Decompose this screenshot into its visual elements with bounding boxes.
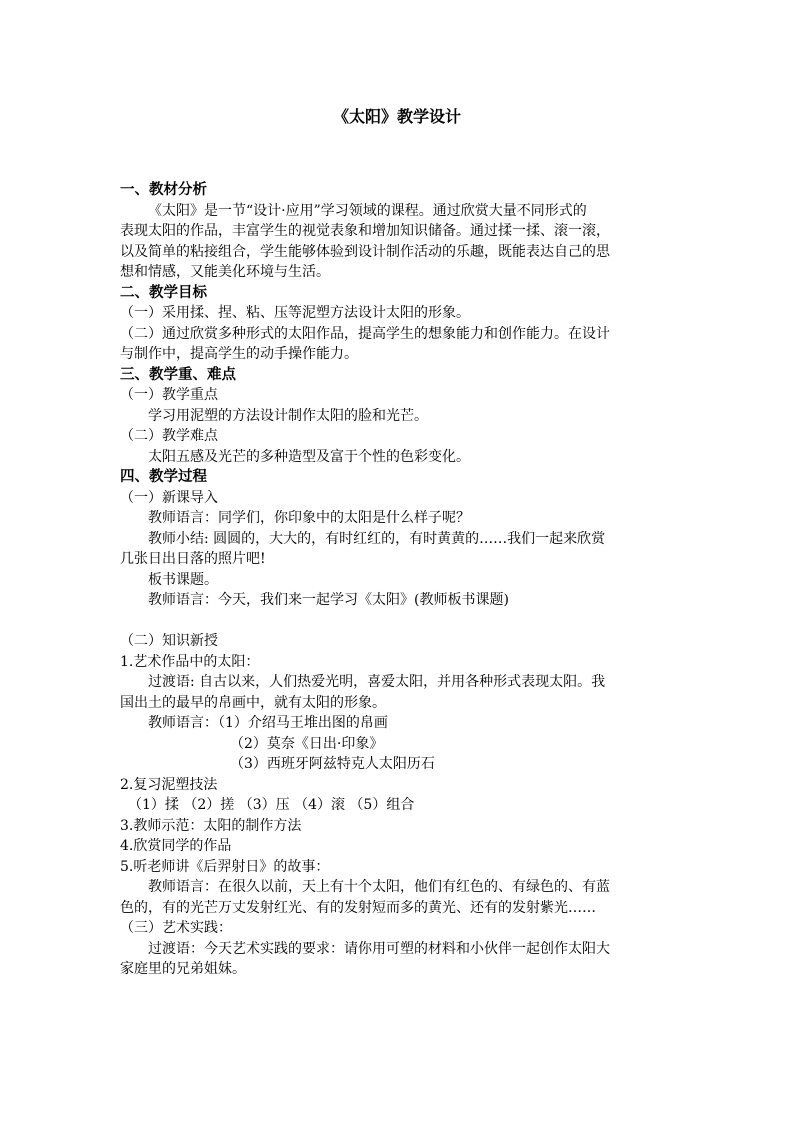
- list-item: 2.复习泥塑技法: [120, 776, 218, 793]
- list-item: 5.听老师讲《后羿射日》的故事：: [120, 858, 330, 875]
- paragraph-line: 想和情感，又能美化环境与生活。: [120, 264, 330, 280]
- paragraph-line: 几张日出日落的照片吧!: [120, 551, 266, 567]
- section-heading-4: 四、教学过程: [120, 468, 207, 485]
- paragraph-line: 《太阳》是一节“设计·应用”学习领域的课程。通过欣赏大量不同形式的: [148, 202, 587, 219]
- list-item: 1.艺术作品中的太阳：: [120, 653, 260, 670]
- blank-line: [120, 611, 678, 632]
- paragraph-line: （一）采用揉、捏、粘、压等泥塑方法设计太阳的形象。: [120, 305, 470, 321]
- subheading: （二）知识新授: [120, 633, 218, 649]
- paragraph-line: 国出土的最早的帛画中，就有太阳的形象。: [120, 694, 386, 711]
- subheading: （二）教学难点: [120, 428, 218, 444]
- technique-list: （1）揉 （2）搓 （3）压 （4）滚 （5）组合: [128, 797, 415, 813]
- subheading: （三）艺术实践：: [120, 920, 232, 936]
- section-heading-1: 一、教材分析: [120, 181, 207, 198]
- document-body: [120, 180, 678, 980]
- paragraph-line: 色的，有的光芒万丈发射红光、有的发射短而多的黄光、还有的发射紫光……: [120, 899, 596, 916]
- paragraph-line: 过渡语: 自古以来，人们热爱光明，喜爱太阳，并用各种形式表现太阳。我: [148, 674, 606, 690]
- list-item: 3.教师示范：太阳的制作方法: [120, 817, 302, 834]
- paragraph-line: 教师小结: 圆圆的，大大的，有时红红的，有时黄黄的……我们一起来欣赏: [148, 530, 606, 547]
- list-subitem: （2）莫奈《日出·印象》: [230, 735, 384, 752]
- paragraph-line: 板书课题。: [148, 571, 218, 588]
- paragraph-line: 家庭里的兄弟姐妹。: [120, 961, 246, 977]
- list-subitem: （3）西班牙阿兹特克人太阳历石: [230, 756, 435, 772]
- paragraph-line: 学习用泥塑的方法设计制作太阳的脸和光芒。: [148, 407, 428, 424]
- paragraph-line: 教师语言：在很久以前，天上有十个太阳，他们有红色的、有绿色的、有蓝: [148, 879, 610, 895]
- paragraph-line: （二）通过欣赏多种形式的太阳作品，提高学生的想象能力和创作能力。在设计: [120, 325, 610, 342]
- paragraph-line: 教师语言：（1）介绍马王堆出图的帛画: [148, 715, 388, 731]
- paragraph-line: 过渡语：今天艺术实践的要求：请你用可塑的材料和小伙伴一起创作太阳大: [148, 940, 610, 957]
- list-item: 4.欣赏同学的作品: [120, 838, 232, 854]
- subheading: （一）新课导入: [120, 489, 218, 506]
- paragraph-line: 教师语言：同学们，你印象中的太阳是什么样子呢？: [148, 510, 470, 526]
- section-heading-3: 三、教学重、难点: [120, 365, 236, 383]
- paragraph-line: 教师语言：今天，我们来一起学习《太阳》(教师板书课题): [148, 592, 509, 608]
- subheading: （一）教学重点: [120, 387, 218, 403]
- section-heading-2: 二、教学目标: [120, 283, 207, 301]
- document-title: 《太阳》教学设计: [332, 107, 461, 126]
- paragraph-line: 表现太阳的作品，丰富学生的视觉表象和增加知识储备。通过揉一揉、滚一滚，: [120, 223, 610, 239]
- paragraph-line: 与制作中，提高学生的动手操作能力。: [120, 346, 358, 362]
- paragraph-line: 以及简单的粘接组合，学生能够体验到设计制作活动的乐趣，既能表达自己的思: [120, 243, 610, 260]
- paragraph-line: 太阳五感及光芒的多种造型及富于个性的色彩变化。: [148, 448, 470, 465]
